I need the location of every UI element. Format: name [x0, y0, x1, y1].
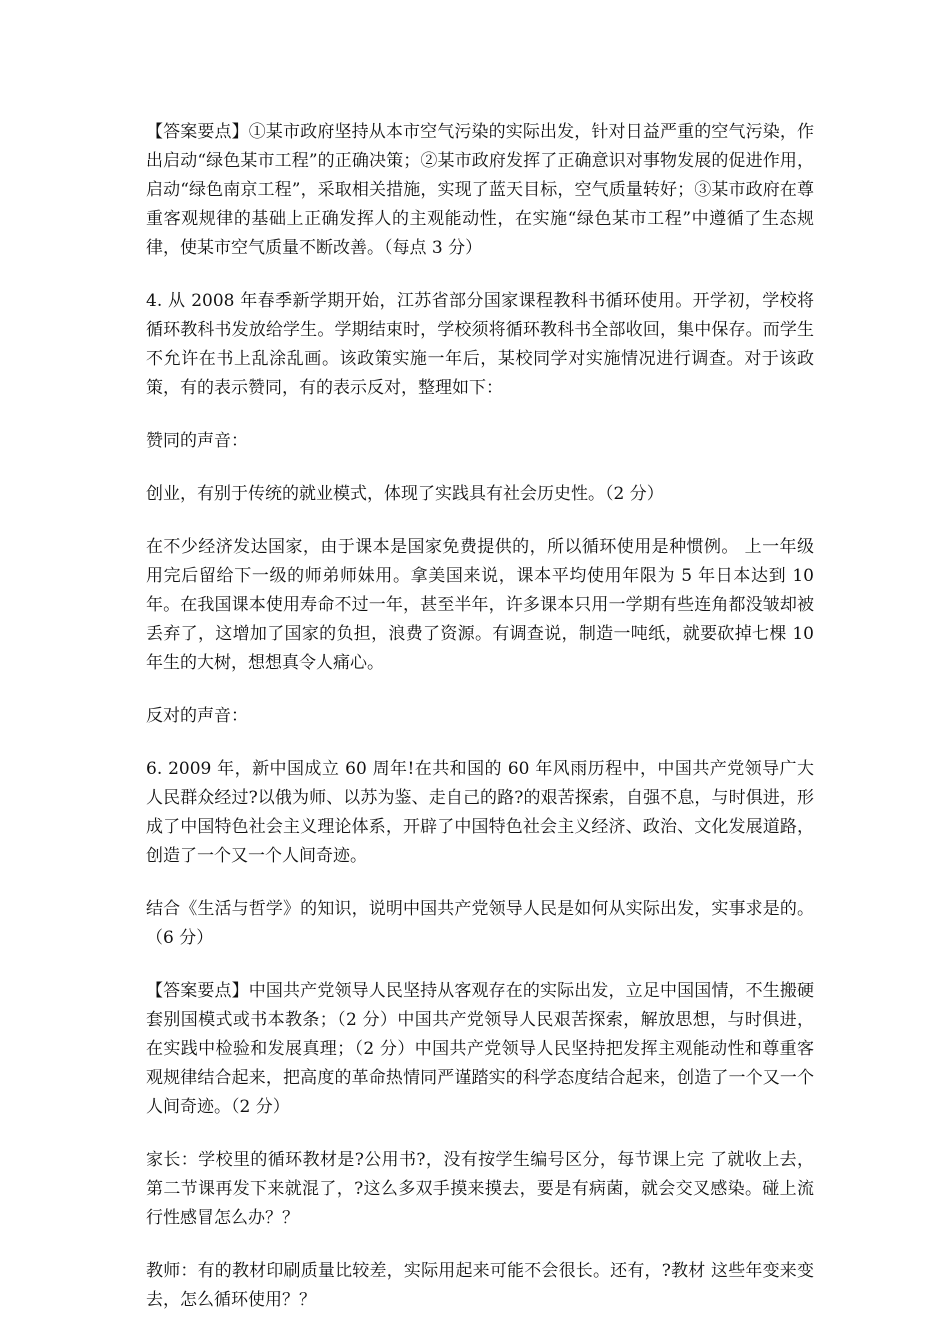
parent-opinion-paragraph: 家长：学校里的循环教材是?公用书?，没有按学生编号区分，每节课上完 了就收上去，第二节课再发下来就混了，?这么多双手摸来摸去，要是有病菌，就会交叉感染。碰上流行性感冒怎么办？？: [146, 1150, 814, 1228]
question-6-prompt: 结合《生活与哲学》的知识，说明中国共产党领导人民是如何从实际出发，实事求是的。（6 分）: [146, 899, 814, 948]
support-heading: 赞同的声音：: [146, 431, 248, 451]
document-body: [146, 118, 814, 1339]
support-opinion-paragraph: 在不少经济发达国家，由于课本是国家免费提供的，所以循环使用是种惯例。 上一年级用完后留给下一级的师弟师妹用。拿美国来说，课本平均使用年限为 5 年日本达到 10 年。在我国课本使用寿命不过一年，甚至半年，许多课本只用一学期有些连角都没皱却被丢弃了，这增加了国家的负担，浪费了资源。有调查说，制造一吨纸，就要砍掉七棵 10 年生的大树，想想真令人痛心。: [146, 537, 814, 673]
entrepreneurship-paragraph: 创业，有别于传统的就业模式，体现了实践具有社会历史性。（2 分）: [146, 484, 664, 504]
oppose-heading: 反对的声音：: [146, 706, 248, 726]
question-4-paragraph: 4. 从 2008 年春季新学期开始，江苏省部分国家课程教科书循环使用。开学初，学校将循环教科书发放给学生。学期结束时，学校须将循环教科书全部收回，集中保存。而学生不允许在书上乱涂乱画。该政策实施一年后，某校同学对实施情况进行调查。对于该政策，有的表示赞同，有的表示反对，整理如下：: [146, 291, 814, 398]
answer-key-paragraph-2: 【答案要点】中国共产党领导人民坚持从客观存在的实际出发，立足中国国情，不生搬硬套别国模式或书本教条；（2 分）中国共产党领导人民艰苦探索，解放思想，与时俱进，在实践中检验和发展真理；（2 分）中国共产党领导人民坚持把发挥主观能动性和尊重客观规律结合起来，把高度的革命热情同严谨踏实的科学态度结合起来，创造了一个又一个人间奇迹。（2 分）: [146, 981, 814, 1117]
answer-key-paragraph: 【答案要点】①某市政府坚持从本市空气污染的实际出发，针对日益严重的空气污染，作出启动“绿色某市工程”的正确决策；②某市政府发挥了正确意识对事物发展的促进作用，启动“绿色南京工程”，采取相关措施，实现了蓝天目标，空气质量转好；③某市政府在尊重客观规律的基础上正确发挥人的主观能动性，在实施“绿色某市工程”中遵循了生态规律，使某市空气质量不断改善。（每点 3 分）: [146, 122, 814, 258]
question-6-paragraph: 6. 2009 年，新中国成立 60 周年!在共和国的 60 年风雨历程中，中国共产党领导广大人民群众经过?以俄为师、以苏为鉴、走自己的路?的艰苦探索，自强不息，与时俱进，形成了中国特色社会主义理论体系，开辟了中国特色社会主义经济、政治、文化发展道路，创造了一个又一个人间奇迹。: [146, 759, 814, 866]
teacher-opinion-paragraph: 教师：有的教材印刷质量比较差，实际用起来可能不会很长。还有，?教材 这些年变来变去，怎么循环使用？？: [146, 1261, 814, 1310]
